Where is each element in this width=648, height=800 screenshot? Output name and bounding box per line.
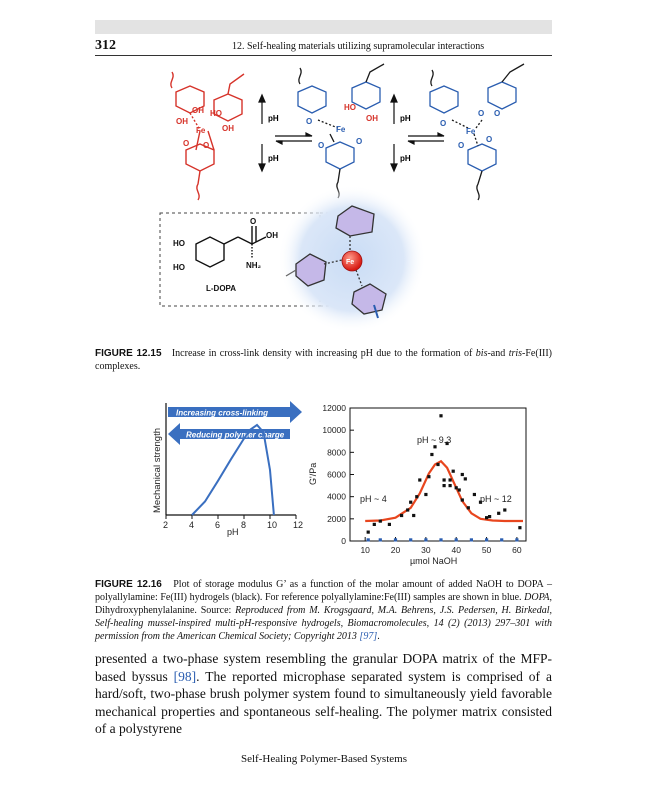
label-o-2: O bbox=[203, 141, 210, 150]
annotation-ph4: pH ~ 4 bbox=[360, 494, 387, 504]
label-o-5: O bbox=[356, 137, 363, 146]
ldopa-oh: OH bbox=[266, 231, 278, 240]
ldopa-ho-2: HO bbox=[173, 263, 185, 272]
data-point-blue bbox=[485, 538, 488, 541]
left-xtick-label: 8 bbox=[241, 520, 247, 530]
caption-text: -and bbox=[487, 348, 509, 359]
tris-complex bbox=[430, 64, 524, 200]
figure-12-16-caption bbox=[95, 578, 552, 643]
left-xtick-label: 6 bbox=[215, 520, 221, 530]
figure-12-15 bbox=[0, 0, 648, 340]
left-xtick-label: 2 bbox=[163, 520, 169, 530]
data-point-black bbox=[467, 506, 470, 509]
right-xtick-label: 50 bbox=[481, 545, 492, 555]
body-ref-link[interactable]: [98] bbox=[173, 668, 197, 684]
ph-label-1: pH bbox=[268, 114, 279, 123]
caption-label-12-15: FIGURE 12.15 bbox=[95, 348, 162, 359]
data-point-black bbox=[518, 526, 521, 529]
caption-italic-bis: bis bbox=[475, 348, 488, 359]
data-point-black bbox=[473, 493, 476, 496]
label-o-10: O bbox=[486, 135, 493, 144]
right-ytick-label: 8000 bbox=[327, 447, 346, 458]
data-point-black bbox=[430, 453, 433, 456]
body-text-2: . The reported microphase separated system is comprised of a hard/soft, two-phase brush polymer system found to simultaneously yield favorable mechanical properties and spontaneous self-healing. The polymer matrix consisted of a polystyrene bbox=[95, 668, 552, 736]
left-xtick-label: 12 bbox=[293, 520, 304, 530]
label-fe-3: Fe bbox=[466, 127, 476, 136]
data-point-black bbox=[427, 475, 430, 478]
data-point-blue bbox=[379, 538, 382, 541]
left-xtick-label: 4 bbox=[189, 520, 195, 530]
label-fe-2: Fe bbox=[336, 125, 346, 134]
label-ho-1: HO bbox=[210, 109, 222, 118]
data-point-blue bbox=[439, 538, 442, 541]
data-point-black bbox=[503, 508, 506, 511]
data-point-blue bbox=[367, 538, 370, 541]
ldopa-nh2: NH₂ bbox=[246, 261, 262, 270]
data-point-black bbox=[388, 523, 391, 526]
ph-label-3: pH bbox=[400, 114, 411, 123]
figure-12-16-right-chart bbox=[0, 395, 648, 575]
body-text-1: presented a two-phase system resembling the granular DOPA matrix of the MFP-based byssus bbox=[95, 651, 552, 684]
fe-sphere-label: Fe bbox=[346, 259, 355, 266]
data-point-black bbox=[488, 515, 491, 518]
data-point-blue bbox=[409, 538, 412, 541]
data-point-blue bbox=[394, 538, 397, 541]
label-ho-2: HO bbox=[344, 103, 356, 112]
right-xtick-label: 20 bbox=[390, 545, 401, 555]
data-point-black bbox=[449, 478, 452, 481]
data-point-black bbox=[418, 478, 421, 481]
data-point-blue bbox=[470, 538, 473, 541]
right-ytick-label: 2000 bbox=[327, 513, 346, 524]
data-point-black bbox=[497, 512, 500, 515]
figure-12-15-caption bbox=[95, 347, 552, 373]
left-ylabel: Mechanical strength bbox=[152, 427, 163, 513]
annotation-ph12: pH ~ 12 bbox=[480, 494, 512, 504]
right-ytick-label: 0 bbox=[341, 536, 346, 546]
ldopa-label: L-DOPA bbox=[206, 284, 237, 293]
caption-italic-tris: tris bbox=[508, 348, 523, 359]
ph-arrows-1 bbox=[259, 95, 312, 171]
left-xtick-label: 10 bbox=[267, 520, 278, 530]
caption-text: Plot of storage modulus G’ as a function of the molar amount of added NaOH to DOPA – polyallylamine: Fe(III) hydrogels (black). For reference polyallylamine:Fe(III) samples are shown in blue. bbox=[95, 579, 552, 603]
data-point-black bbox=[436, 463, 439, 466]
caption-text: Increase in cross-link density with increasing pH due to the formation of bbox=[171, 348, 476, 359]
data-point-blue bbox=[455, 538, 458, 541]
caption-ref-link[interactable]: [97] bbox=[359, 631, 378, 642]
data-point-black bbox=[464, 477, 467, 480]
body-paragraph bbox=[95, 650, 552, 738]
data-point-black bbox=[455, 486, 458, 489]
mono-complex bbox=[171, 72, 244, 200]
arrow-reducing-label: Reducing polymer charge bbox=[186, 430, 285, 440]
data-point-black bbox=[373, 523, 376, 526]
data-point-black bbox=[406, 508, 409, 511]
right-ylabel: G'/Pa bbox=[308, 462, 318, 485]
label-o-7: O bbox=[478, 109, 485, 118]
label-oh-1: OH bbox=[192, 106, 204, 115]
data-point-black bbox=[400, 514, 403, 517]
label-oh-2: OH bbox=[176, 117, 188, 126]
right-ytick-label: 12000 bbox=[322, 403, 346, 413]
data-point-black bbox=[409, 501, 412, 504]
ph-arrows-2 bbox=[391, 95, 447, 171]
data-point-black bbox=[443, 484, 446, 487]
left-xlabel: pH bbox=[227, 527, 239, 537]
ph-label-4: pH bbox=[400, 154, 411, 163]
data-point-black bbox=[485, 516, 488, 519]
data-point-blue bbox=[424, 538, 427, 541]
right-ytick-label: 10000 bbox=[322, 425, 346, 436]
label-o-3: O bbox=[306, 117, 313, 126]
caption-text: . bbox=[377, 631, 380, 642]
data-point-black bbox=[443, 478, 446, 481]
label-o-6: O bbox=[440, 119, 447, 128]
ldopa-carbonyl: O bbox=[250, 217, 257, 226]
label-o-1: O bbox=[183, 139, 190, 148]
arrow-increasing-label: Increasing cross-linking bbox=[176, 408, 269, 418]
data-point-black bbox=[415, 495, 418, 498]
label-o-9: O bbox=[458, 141, 465, 150]
right-xtick-label: 10 bbox=[360, 545, 370, 555]
right-ytick-label: 6000 bbox=[327, 469, 346, 480]
annotation-ph93: pH ~ 9.3 bbox=[417, 435, 452, 445]
label-fe-1: Fe bbox=[196, 126, 206, 135]
data-point-blue bbox=[500, 538, 503, 541]
data-point-black bbox=[412, 514, 415, 517]
data-point-black bbox=[433, 445, 436, 448]
running-head: 12. Self-healing materials utilizing supramolecular interactions bbox=[232, 41, 485, 52]
caption-label-12-16: FIGURE 12.16 bbox=[95, 579, 162, 590]
label-o-8: O bbox=[494, 109, 501, 118]
data-point-black bbox=[461, 498, 464, 501]
caption-source: Reproduced from M. Krogsgaard, M.A. Behrens, J.S. Pedersen, H. Birkedal, Self-healing mussel-inspired multi-pH-responsive hydrogels, Biomacromolecules, 14 (2) (2013) 297–301 with permission from the American Chemical Society; Copyright 2013 bbox=[95, 605, 552, 642]
data-point-black bbox=[452, 470, 455, 473]
right-xtick-label: 60 bbox=[512, 545, 522, 555]
caption-text: -Fe(III) complexes. bbox=[95, 348, 553, 372]
label-oh-4: OH bbox=[366, 114, 378, 123]
ldopa-ho-1: HO bbox=[173, 239, 185, 248]
data-point-blue bbox=[515, 538, 518, 541]
right-xtick-label: 40 bbox=[451, 545, 461, 555]
right-ytick-label: 4000 bbox=[327, 491, 346, 502]
caption-text: , Dihydroxyphenylalanine. Source: bbox=[95, 592, 552, 616]
data-point-black bbox=[449, 484, 452, 487]
data-point-black bbox=[461, 473, 464, 476]
right-xtick-label: 30 bbox=[421, 545, 431, 555]
data-point-black bbox=[424, 493, 427, 496]
label-o-4: O bbox=[318, 141, 325, 150]
data-point-black bbox=[367, 531, 370, 534]
label-oh-3: OH bbox=[222, 124, 234, 133]
page-number: 312 bbox=[95, 38, 116, 53]
footer: Self-Healing Polymer-Based Systems bbox=[241, 753, 407, 765]
caption-abbr: DOPA bbox=[524, 592, 550, 603]
data-point-black bbox=[439, 414, 442, 417]
data-point-black bbox=[458, 488, 461, 491]
data-point-black bbox=[379, 520, 382, 523]
ph-label-2: pH bbox=[268, 154, 279, 163]
right-xlabel: µmol NaOH bbox=[410, 556, 458, 566]
